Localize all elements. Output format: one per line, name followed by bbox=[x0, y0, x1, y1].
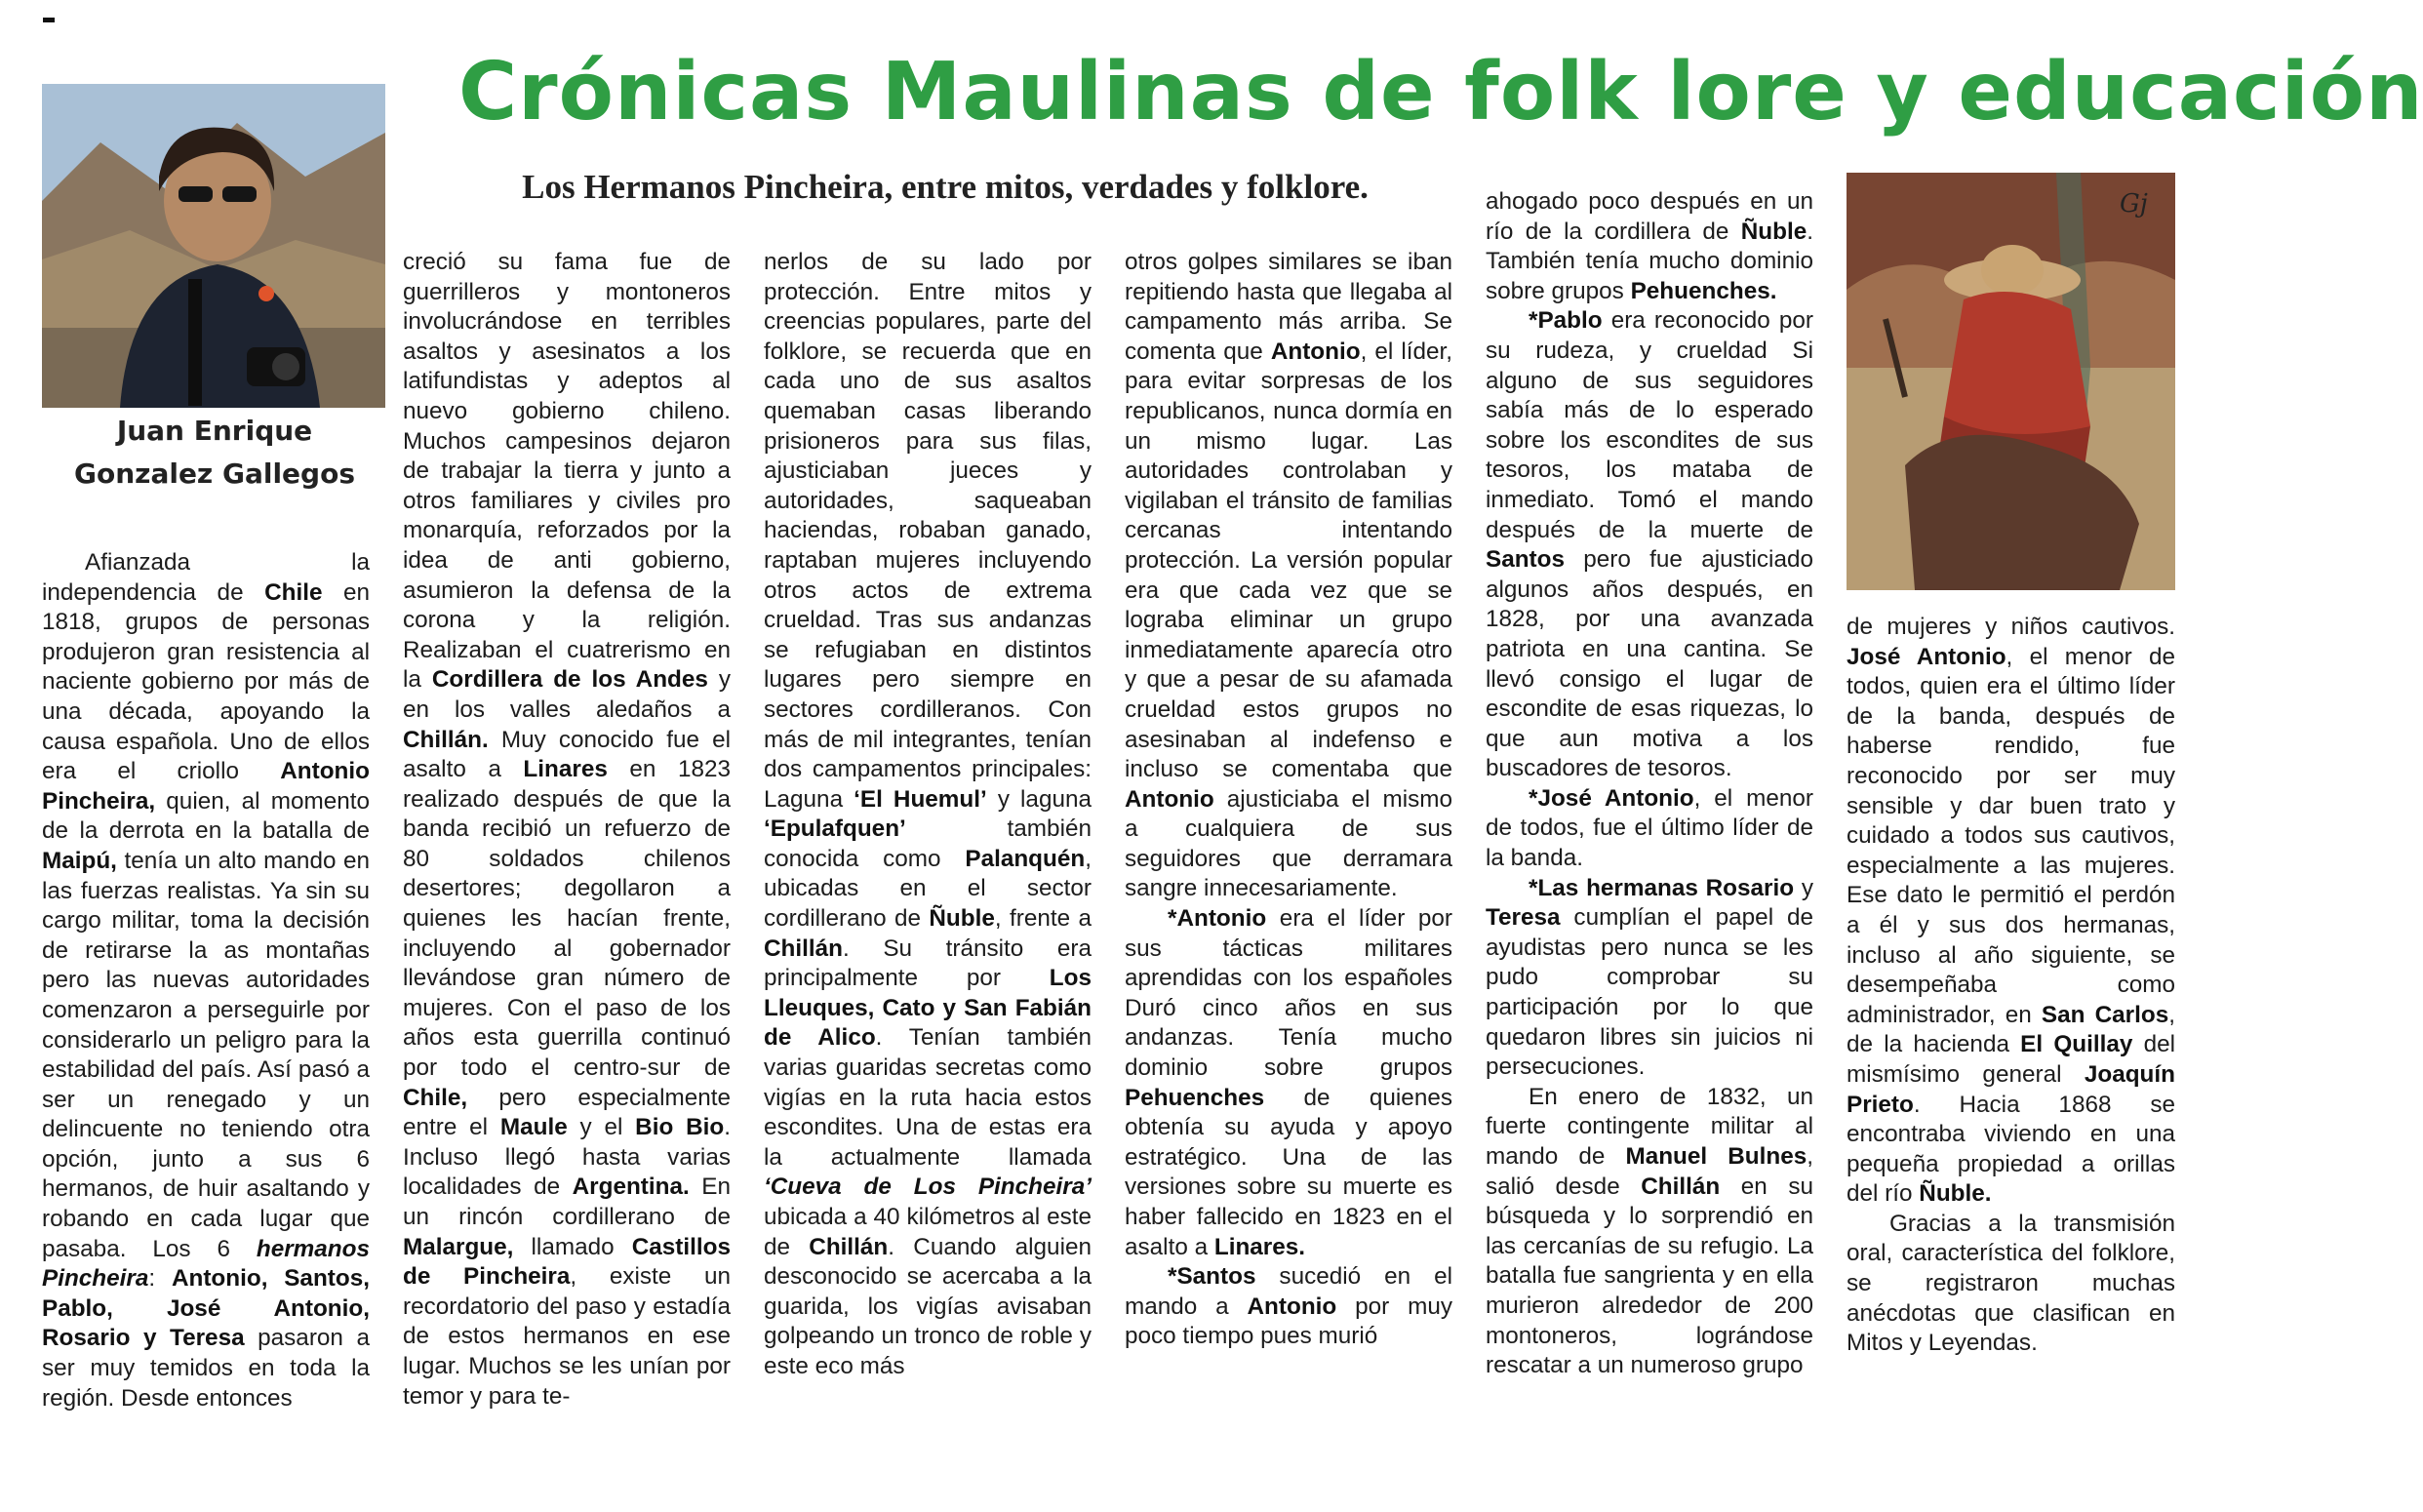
article-column-2 bbox=[403, 248, 731, 1412]
corner-dash bbox=[43, 18, 55, 22]
column-paragraph: *Santos sucedió en el mando a Antonio por muy poco tiempo pues murió bbox=[1125, 1263, 1452, 1350]
article-column-4 bbox=[1125, 248, 1452, 1352]
author-byline bbox=[59, 410, 371, 496]
column-paragraph: creció su fama fue de guerrilleros y montoneros involucrándose en terribles asaltos y asesinatos a los latifundistas y adeptos al nuevo gobierno chileno. Muchos campesinos dejaron de trabajar la tierra y junto a otros familiares y civiles pro monarquía, reforzados por la idea de anti gobierno, asumieron la defensa de la corona y la religión. Realizaban el cuatrerismo en la Cordillera de los Andes y en los valles aledaños a Chillán. Muy conocido fue el asalto a Linares en 1823 realizado después de que la banda recibió un refuerzo de 80 soldados chilenos desertores; degollaron a quienes les hacían frente, incluyendo al gobernador llevándose gran número de mujeres. Con el paso de los años esta guerrilla continuó por todo el centro-sur de Chile, pero especialmente entre el Maule y el Bio Bio. Incluso llegó hasta varias localidades de Argentina. En un rincón cordillerano de Malargue, llamado Castillos de Pincheira, existe un recordatorio del paso y estadía de estos hermanos en ese lugar. Muchos se les unían por temor y para te- bbox=[403, 249, 732, 1410]
column-paragraph: nerlos de su lado por protección. Entre mitos y creencias populares, parte del folklore, se recuerda que en cada uno de sus asaltos quemaban casas liberando prisioneros para sus filas, ajusticiaban jueces y autoridades, saqueaban haciendas, robaban ganado, raptaban mujeres incluyendo otros actos de extrema crueldad. Tras sus andanzas se refugiaban en distintos lugares pero siempre en sectores cordilleranos. Con más de mil integrantes, tenían dos campamentos principales: Laguna ‘El Huemul’ y laguna ‘Epulafquen’ también conocida como Palanquén, ubicadas en el sector cordillerano de Ñuble, frente a Chillán. Su tránsito era principalmente por Los Lleuques, Cato y San Fabián de Alico. Tenían también varias guaridas secretas como vigías en la ruta hacia estos escondites. Una de estas era la actualmente llamada ‘Cueva de Los Pincheira’ ubicada a 40 kilómetros al este de Chillán. Cuando alguien desconocido se acercaba a la guarida, los vigías avisaban golpeando un tronco de roble y este eco más bbox=[764, 249, 1092, 1379]
page-title: Crónicas Maulinas de folk lore y educación bbox=[458, 46, 2423, 139]
article-column-3 bbox=[764, 248, 1092, 1382]
column-paragraph: *Antonio era el líder por sus tácticas militares aprendidas con los españoles Duró cinco años en sus andanzas. Tenía mucho dominio sobre grupos Pehuenches de quienes obtenía su ayuda y apoyo estratégico. Una de las versiones sobre su muerte es haber fallecido en 1823 en el asalto a Linares. bbox=[1125, 905, 1452, 1260]
column-paragraph: *Pablo era reconocido por su rudeza, y crueldad Si alguno de sus seguidores sabía más de lo esperado sobre los escondites de sus tesoros, los mataba de inmediato. Tomó el mando después de la muerte de Santos pero fue ajusticiado algunos años después, en 1828, por una avanzada patriota en una cantina. Se llevó consigo el lugar de escondite de esas riquezas, lo que aun motiva a los buscadores de tesoros. bbox=[1486, 307, 1813, 782]
author-name-line1: Juan Enrique bbox=[116, 415, 313, 447]
svg-text:Gj: Gj bbox=[2120, 189, 2148, 219]
column-paragraph: Gracias a la transmisión oral, característica del folklore, se registraron muchas anécdotas que clasifican en Mitos y Leyendas. bbox=[1847, 1210, 2175, 1357]
article-column-6 bbox=[1847, 613, 2175, 1359]
author-name-line2: Gonzalez Gallegos bbox=[74, 458, 355, 490]
column-paragraph: En enero de 1832, un fuerte contingente militar al mando de Manuel Bulnes, salió desde Chillán en su búsqueda y lo sorprendió en las cercanías de su refugio. La batalla fue sangrienta y en ella murieron alrededor de 200 montoneros, lográndose rescatar a un numeroso grupo bbox=[1486, 1083, 1813, 1379]
column-paragraph: de mujeres y niños cautivos. José Antonio, el menor de todos, quien era el último líder de la banda, después de haberse rendido, fue reconocido por ser muy sensible y dar buen trato y cuidado a todos sus cautivos, especialmente a las mujeres. Ese dato le permitió el perdón a él y sus dos hermanas, incluso al año siguiente, se desempeñaba como administrador, en San Carlos, de la hacienda El Quillay del mismísimo general Joaquín Prieto. Hacia 1868 se encontraba viviendo en una pequeña propiedad a orillas del río Ñuble. bbox=[1847, 614, 2176, 1208]
author-photo bbox=[42, 84, 385, 408]
column-paragraph: Afianzada la independencia de Chile en 1818, grupos de personas produjeron gran resistencia al naciente gobierno por más de una década, apoyando la causa española. Uno de ellos era el criollo Antonio Pincheira, quien, al momento de la derrota en la batalla de Maipú, tenía un alto mando en las fuerzas realistas. Ya sin su cargo militar, toma la decisión de retirarse la as montañas pero las nuevas autoridades comenzaron a perseguirle por considerarlo un peligro para la estabilidad del país. Así pasó a ser un renegado y un delincuente no teniendo otra opción, junto a sus 6 hermanos, de huir asaltando y robando en cada lugar que pasaba. Los 6 hermanos Pincheira: Antonio, Santos, Pablo, José Antonio, Rosario y Teresa pasaron a ser muy temidos en toda la región. Desde entonces bbox=[42, 549, 370, 1412]
column-paragraph: *Las hermanas Rosario y Teresa cumplían el papel de ayudistas pero nunca se les pudo comprobar su participación por lo que quedaron libres sin juicios ni persecuciones. bbox=[1486, 874, 1813, 1081]
article-column-1 bbox=[42, 548, 370, 1413]
pincheira-illustration bbox=[1847, 173, 2175, 590]
column-paragraph: otros golpes similares se iban repitiendo hasta que llegaba al campamento más arriba. Se comenta que Antonio, el líder, para evitar sorpresas de los republicanos, nunca dormía en un mismo lugar. Las autoridades controlaban y vigilaban el tránsito de familias cercanas intentando protección. La versión popular era que cada vez que se lograba eliminar un grupo inmediatamente aparecía otro y que a pesar de su afamada crueldad estos grupos no asesinaban al indefenso e incluso se comentaba que Antonio ajusticiaba el mismo a cualquiera de sus seguidores que derramara sangre innecesariamente. bbox=[1125, 249, 1452, 902]
article-subtitle: Los Hermanos Pincheira, entre mitos, verdades y folklore. bbox=[522, 168, 1369, 206]
column-paragraph: ahogado poco después en un río de la cordillera de Ñuble. También tenía mucho dominio sobre grupos Pehuenches. bbox=[1486, 188, 1813, 304]
column-paragraph: *José Antonio, el menor de todos, fue el último líder de la banda. bbox=[1486, 784, 1813, 872]
article-column-5 bbox=[1486, 187, 1813, 1381]
